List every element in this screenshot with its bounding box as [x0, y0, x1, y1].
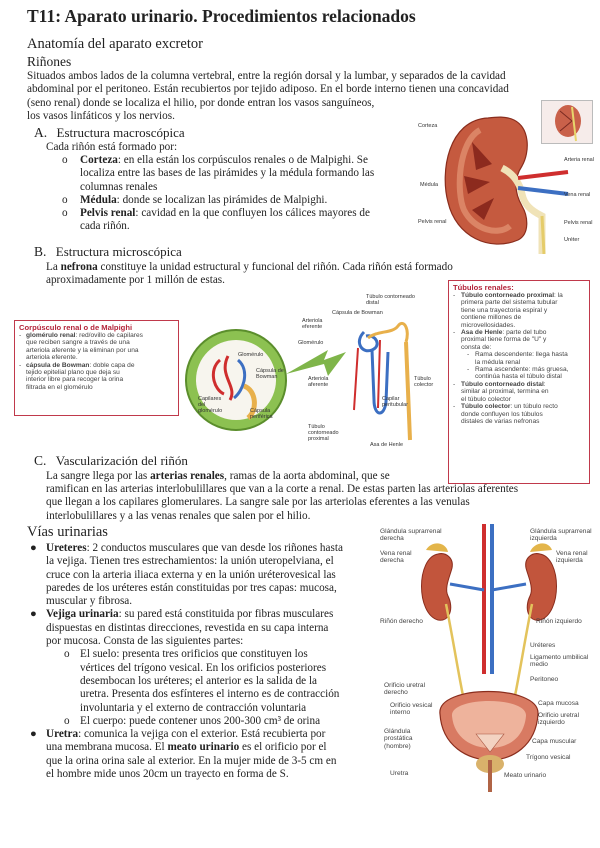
label-suprarrenal-izquierda: Glándula suprarrenal izquierda	[530, 528, 592, 543]
item-text: El suelo: presenta tres orificios que constituyen los	[80, 648, 308, 661]
item-text: la vejiga. Tienen tres estrechamientos: la unión uteropelviana, el	[46, 555, 334, 568]
list-item	[60, 154, 405, 194]
item-text: involuntaria y el externo de contracción voluntaria	[80, 701, 307, 714]
subheading-kidneys: Riñones	[27, 54, 72, 69]
item-text: que reciben sangre a través de una	[26, 339, 130, 347]
section-a-label: A.	[34, 125, 48, 140]
intro-line: los vasos linfáticos y los nervios.	[27, 109, 175, 122]
section-a-sub: Cada riñón está formado por:	[46, 141, 178, 153]
label-corteza: Corteza	[418, 123, 438, 129]
item-text: desembocan los uréteres; el anterior es la salida de la	[80, 674, 318, 687]
label-rinon-derecho: Riñón derecho	[380, 618, 423, 625]
item-text: : comunica la vejiga con el exterior. Está recubierta por	[78, 728, 326, 741]
section-c-text	[46, 470, 476, 483]
term-arterias-renales: arterias renales	[150, 470, 225, 482]
section-c-label: C.	[34, 453, 47, 468]
item-text: microvellosidades.	[461, 321, 516, 329]
label-tubulo-colector: Túbulo colector	[414, 376, 434, 389]
macro-list	[60, 154, 405, 234]
item-text: por mucosa. Consta de las siguientes partes:	[46, 635, 244, 648]
c-text: ramifican en las arterias interlobulillares que van a la corte a renal. De estas parten las arteriolas aferentes	[46, 483, 519, 495]
henle-sub: - Rama ascendente: más gruesa, continúa hasta el túbulo distal	[461, 366, 585, 381]
item-text: : red/ovillo de capilares	[75, 332, 143, 339]
term-nefrona: nefrona	[60, 261, 98, 273]
urinary-list	[30, 542, 375, 781]
section-heading-anatomy: Anatomía del aparato excretor	[27, 36, 203, 52]
label-orificio-vesical-interno: Orificio vesical interno	[390, 702, 433, 717]
term-medula: Médula	[80, 193, 117, 206]
item-text: que la orina orina sale al exterior. En la mujer mide de 3-5 cm en	[46, 754, 337, 767]
section-c	[34, 453, 188, 469]
item-text: la médula renal	[475, 358, 521, 366]
c-text: que llegan a los capilares glomerulares. La sangre sale por las arteriolas eferentes a las venulas	[46, 496, 470, 509]
item-text: localiza entre las bases de las pirámides y la médula formando las	[80, 167, 375, 180]
item-text: el hombre mide unos 20cm un trayecto en forma de S.	[46, 768, 289, 781]
label-pelvis-renal-left: Pelvis renal	[418, 219, 447, 225]
kidney-figure	[418, 112, 596, 254]
item-text: : doble capa de	[89, 361, 135, 369]
label-capsula-periferica: Cápsula periférica	[250, 408, 273, 421]
item-text: filtrada en el glomérulo	[26, 383, 93, 391]
section-a-title: Estructura macroscópica	[56, 125, 185, 140]
label-ureter: Uréter	[564, 237, 580, 243]
list-item: ● Vejiga urinaria: su pared está constituida por fibras musculares dispuestas en distintas direcciones, revestida en su capa interna por mucosa. Consta de las siguientes partes: o El suelo: presenta tres orificios que constituyen los vértices del trígono vesical. En los orificios posteriores desembocan los uréteres; el anterior es la salida de la uretra. Presenta dos esfínteres el interno es de contracción involuntaria y el externo de contracción voluntaria o El cuerpo: puede contener unos 200-300 cm³ de orina	[30, 608, 375, 728]
malpighi-item: - cápsula de Bowman: doble capa de tejido epitelial plano que deja su interior libre para recoger la orina filtrada en el glomérulo	[19, 362, 174, 392]
label-tubulo-proximal: Túbulo contorneado proximal	[308, 424, 339, 443]
section-b-title: Estructura microscópica	[55, 244, 182, 259]
henle-sub: - Rama descendente: llega hasta la médula renal	[461, 351, 585, 366]
item-text: consta de:	[461, 343, 492, 351]
intro-line: abdominal por el peritoneo. Están recubiertos por tejido adiposo. En el borde interno tienen una concavidad	[27, 83, 509, 96]
item-text: distales de varias nefronas	[461, 417, 540, 425]
item-text: es el orificio por el	[239, 741, 327, 754]
item-text: proximal tiene forma de "U" y	[461, 336, 547, 344]
label-trigono-vesical: Trígono vesical	[526, 754, 571, 761]
tubulo-item: - Túbulo colector: un túbulo recto donde confluyen los túbulos distales de varias nefronas	[453, 403, 585, 425]
label-rinon-izquierdo: Riñón izquierdo	[536, 618, 582, 625]
term-meato: meato urinario	[167, 741, 240, 754]
term-vejiga: Vejiga urinaria	[46, 608, 119, 621]
item-text: dispuestas en distintas direcciones, revestida en su capa interna	[46, 621, 329, 634]
urinary-figure	[380, 524, 598, 794]
tubulos-box	[448, 280, 590, 484]
label-orificio-uretral-izquierdo: Orificio uretral izquierdo	[538, 712, 580, 727]
item-text: : parte del tubo	[502, 329, 547, 337]
item-text: cada riñón.	[80, 220, 130, 233]
label-vena-renal: Vena renal	[564, 192, 591, 198]
intro-line: (seno renal) donde se localiza el hilio, por donde entran los vasos sanguíneos,	[27, 96, 375, 109]
label-orificio-uretral-derecho: Orificio uretral derecho	[384, 682, 426, 697]
item-text: El cuerpo: puede contener unos 200-300 cm³ de orina	[80, 714, 321, 727]
section-b-text	[46, 261, 486, 288]
item-text: interior libre para recoger la orina	[26, 376, 124, 384]
item-text: vértices del trígono vesical. En los orificios posteriores	[80, 661, 327, 674]
c-text: La sangre llega por las	[46, 470, 151, 482]
item-text: : 2 conductos musculares que van desde los riñones hasta	[86, 542, 343, 554]
label-suprarrenal-derecha: Glándula suprarrenal derecha	[380, 528, 442, 543]
item-text: : su pared está constituida por fibras musculares	[118, 608, 334, 621]
label-glomerulo: Glomérulo	[298, 340, 324, 346]
item-text: columnas renales	[80, 180, 158, 193]
label-capilar-peritubular: Capilar peritubular	[382, 396, 408, 409]
c-text: interlobulillares y a las venas renales que salen por el hilio.	[46, 509, 311, 522]
item-text: paredes de los uréteres están constituidas por tres capas: mucosa,	[46, 581, 337, 594]
c-text: , ramas de la aorta abdominal, que se	[224, 470, 390, 482]
list-item	[60, 207, 405, 234]
label-capsula-bowman: Cápsula de Bowman	[332, 310, 383, 316]
term-glomerulo: glomérulo renal	[26, 332, 76, 339]
item-text: arteriola eferente.	[26, 354, 78, 362]
label-ureteres: Uréteres	[530, 642, 556, 649]
item-text: muscular y fibrosa.	[46, 595, 133, 608]
item-text: contiene millones de	[461, 314, 522, 322]
label-meato-urinario: Meato urinario	[504, 772, 547, 779]
item-text: cruce con la arteria iliaca externa y en la unión uréterovesical las	[46, 568, 336, 581]
sub-item: o El suelo: presenta tres orificios que constituyen los vértices del trígono vesical. En los orificios posteriores desembocan los uréteres; el anterior es la salida de la uretra. Presenta dos esfínteres el interno es de contracción involuntaria y el externo de contracción voluntaria	[46, 648, 375, 714]
item-text: tejido epitelial plano que deja su	[26, 369, 120, 377]
section-a	[34, 125, 185, 141]
label-ligamento-umbilical: Ligamento umbilical medio	[530, 654, 589, 669]
sub-item: o El cuerpo: puede contener unos 200-300 cm³ de orina	[46, 715, 375, 728]
label-capsula-inset: Cápsula de Bowman	[256, 368, 284, 381]
tubulo-item: - Asa de Henle: parte del tubo proximal tiene forma de "U" y consta de: - Rama descendente: llega hasta la médula renal - Rama ascendente: más gruesa, continúa hasta el túbulo distal	[453, 329, 585, 381]
section-c-text-cont	[46, 483, 596, 523]
term-pelvis: Pelvis renal	[80, 207, 136, 220]
term-asa-henle: Asa de Henle	[461, 329, 503, 337]
malpighi-box	[14, 320, 179, 416]
term-uretra: Uretra	[46, 728, 79, 741]
list-item	[60, 194, 405, 207]
b-text: constituye la unidad estructural y funcional del riñón. Cada riñón está formado	[97, 261, 453, 273]
item-text: Rama descendente: llega hasta	[475, 351, 568, 359]
term-corteza: Corteza	[80, 154, 118, 166]
label-capilares-glomerulo: Capilares del glomérulo	[198, 396, 223, 415]
label-arteriola-eferente: Arteriola eferente	[302, 318, 323, 331]
term-capsula-bowman: cápsula de Bowman	[26, 361, 90, 369]
item-text: el túbulo colector	[461, 395, 511, 403]
intro-line: Situados ambos lados de la columna vertebral, entre la región dorsal y la lumbar, y separados de la cavidad	[27, 70, 506, 82]
label-tubulo-distal: Túbulo contorneado distal	[366, 294, 415, 307]
label-asa-henle: Asa de Henle	[370, 442, 404, 448]
nephron-figure	[178, 290, 450, 450]
list-item: ● Ureteres: 2 conductos musculares que van desde los riñones hasta la vejiga. Tienen tres estrechamientos: la unión uteropelviana, el cruce con la arteria iliaca externa y en la unión uréterovesical las paredes de los uréteres están constituidas por tres capas: mucosa, muscular y fibrosa.	[30, 542, 375, 608]
item-text: donde confluyen los túbulos	[461, 410, 543, 418]
label-medula: Médula	[420, 182, 439, 188]
item-text: una membrana mucosa. El	[46, 741, 168, 754]
list-bullet: o	[62, 193, 68, 206]
label-pelvis-renal-right: Pelvis renal	[564, 220, 593, 226]
item-text: arteriola aferente y la eliminan por una	[26, 346, 139, 354]
section-c-title: Vascularización del riñón	[55, 453, 188, 468]
label-arteriola-aferente: Arteriola aferente	[308, 376, 329, 389]
item-text: uretra. Presenta dos esfínteres el interno es de contracción	[80, 688, 340, 701]
label-capa-muscular: Capa muscular	[532, 738, 577, 745]
b-text: La	[46, 261, 61, 273]
term-tubulo-proximal: Túbulo contorneado proximal	[461, 292, 555, 299]
label-capa-mucosa: Capa mucosa	[538, 700, 579, 707]
list-bullet: o	[62, 207, 68, 220]
label-glandula-prostatica: Glándula prostática (hombre)	[384, 728, 413, 750]
term-tubulo-distal: Túbulo contorneado distal	[461, 380, 544, 388]
section-heading-urinary: Vías urinarias	[27, 524, 108, 540]
item-text: : en ella están los corpúsculos renales o de Malpighi. Se	[117, 154, 368, 166]
kidney-illustration	[418, 112, 596, 254]
malpighi-title: Corpúsculo renal o de Malpighi	[19, 323, 133, 332]
label-uretra: Uretra	[390, 770, 409, 777]
item-text: similar al proximal, termina en	[461, 388, 549, 396]
item-text: : la	[554, 292, 563, 299]
item-text: continúa hasta el túbulo distal	[475, 373, 562, 381]
label-peritoneo: Peritoneo	[530, 676, 559, 683]
label-glomerulo-inset: Glomérulo	[238, 352, 264, 358]
b-text: aproximadamente por 1 millón de estas.	[46, 274, 225, 287]
tubulo-item: - Túbulo contorneado proximal: la primera parte del sistema tubular tiene una trayectoria espiral y contiene millones de microvellosidades.	[453, 292, 585, 329]
item-text: : donde se localizan las pirámides de Malpighi.	[116, 193, 328, 206]
tubulo-item: - Túbulo contorneado distal: similar al proximal, termina en el túbulo colector	[453, 381, 585, 403]
section-b	[34, 244, 182, 260]
item-text: tiene una trayectoria espiral y	[461, 306, 548, 314]
tubulos-title: Túbulos renales:	[453, 283, 514, 292]
label-arteria-renal: Arteria renal	[564, 157, 594, 163]
list-item: ● Uretra: comunica la vejiga con el exterior. Está recubierta por una membrana mucosa. El meato urinario es el orificio por el que la orina orina sale al exterior. En la mujer mide de 3-5 cm en el hombre mide unos 20cm un trayecto en forma de S.	[30, 728, 375, 781]
section-b-label: B.	[34, 244, 47, 259]
term-ureteres: Ureteres	[46, 542, 87, 554]
item-text: :	[543, 380, 546, 388]
term-tubulo-colector: Túbulo colector	[461, 403, 511, 411]
page-title: T11: Aparato urinario. Procedimientos relacionados	[27, 6, 416, 26]
item-text: : cavidad en la que confluyen los cálices mayores de	[135, 207, 370, 220]
item-text: Rama ascendente: más gruesa,	[475, 366, 569, 374]
list-bullet: o	[62, 154, 68, 166]
malpighi-item: - glomérulo renal: red/ovillo de capilares que reciben sangre a través de una arteriola aferente y la eliminan por una arteriola eferente.	[19, 332, 174, 362]
label-vena-renal-izquierda: Vena renal izquierda	[556, 550, 588, 565]
label-vena-renal-derecha: Vena renal derecha	[380, 550, 412, 565]
item-text: : un túbulo recto	[510, 403, 558, 411]
item-text: primera parte del sistema tubular	[461, 299, 558, 307]
